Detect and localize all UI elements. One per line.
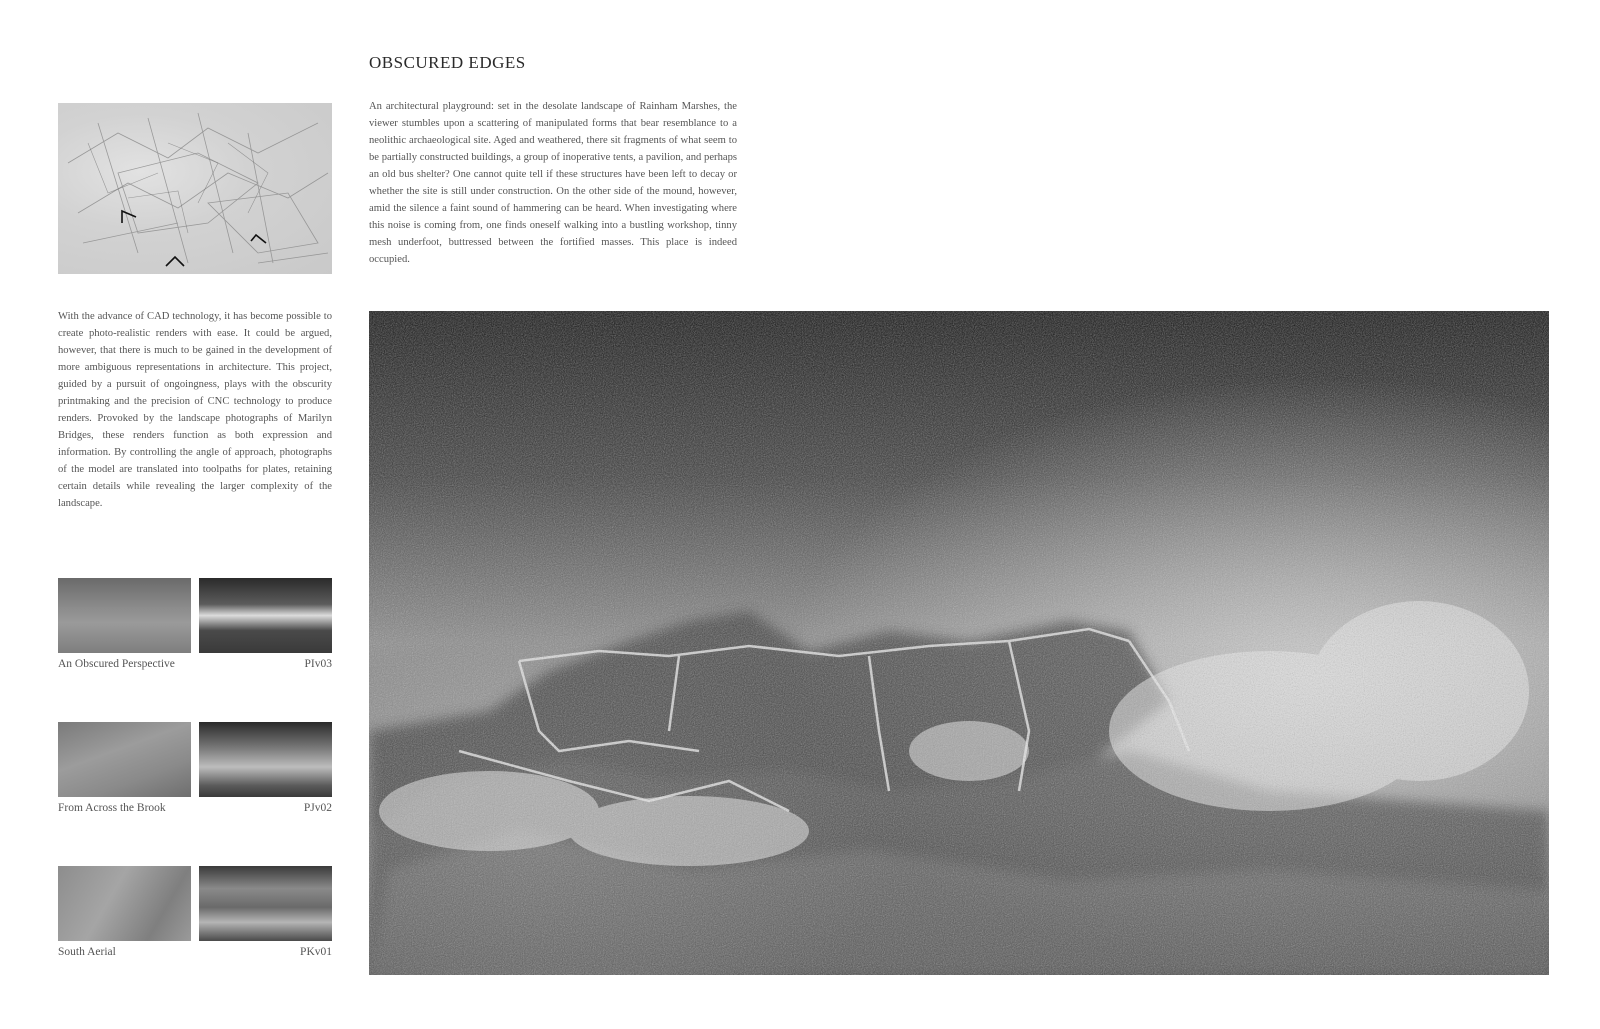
- plate-code: PIv03: [304, 658, 332, 670]
- main-print-image: [369, 311, 1549, 975]
- plate-code: PJv02: [303, 802, 332, 814]
- model-photo-thumbnail: [58, 722, 191, 797]
- intro-paragraph: An architectural playground: set in the desolate landscape of Rainham Marshes, the viewer stumbles upon a scattering of manipulated forms that bear resemblance to a neolithic archaeological site. Aged and weathered, there sit fragments of what seem to be partially constructed buildings, a group of inoperative tents, a pavilion, and perhaps an old bus shelter? One cannot quite tell if these structures have been left to decay or whether the site is still under construction. On the other side of the mound, however, amid the silence a faint sound of hammering can be heard. When investigating where this noise is coming from, one finds oneself walking into a bustling workshop, tinny mesh underfoot, buttressed between the fortified masses. This place is indeed occupied.: [369, 101, 737, 265]
- view-marker: [251, 235, 266, 243]
- print-thumbnail: [199, 578, 332, 653]
- view-marker: [166, 257, 184, 266]
- page-title: OBSCURED EDGES: [369, 53, 526, 72]
- model-photo-thumbnail: [58, 578, 191, 653]
- project-description: With the advance of CAD technology, it has become possible to create photo-realistic renders with ease. It could be argued, however, that there is much to be gained in the development of more ambiguous representations in architecture. This project, guided by a pursuit of ongoingness, plays with the obscurity printmaking and the precision of CNC technology to produce renders. Provoked by the landscape photographs of Marilyn Bridges, these renders function as both expression and information. By controlling the angle of approach, photographs of the model are translated into toolpaths for plates, retaining certain details while revealing the larger complexity of the landscape.: [58, 311, 332, 509]
- plate-code: PKv01: [300, 946, 332, 958]
- site-plan-sketch: [58, 103, 332, 274]
- view-caption: From Across the Brook: [58, 802, 166, 814]
- view-caption: South Aerial: [58, 946, 116, 958]
- view-caption: An Obscured Perspective: [58, 658, 175, 670]
- print-thumbnail: [199, 866, 332, 941]
- print-thumbnail: [199, 722, 332, 797]
- model-photo-thumbnail: [58, 866, 191, 941]
